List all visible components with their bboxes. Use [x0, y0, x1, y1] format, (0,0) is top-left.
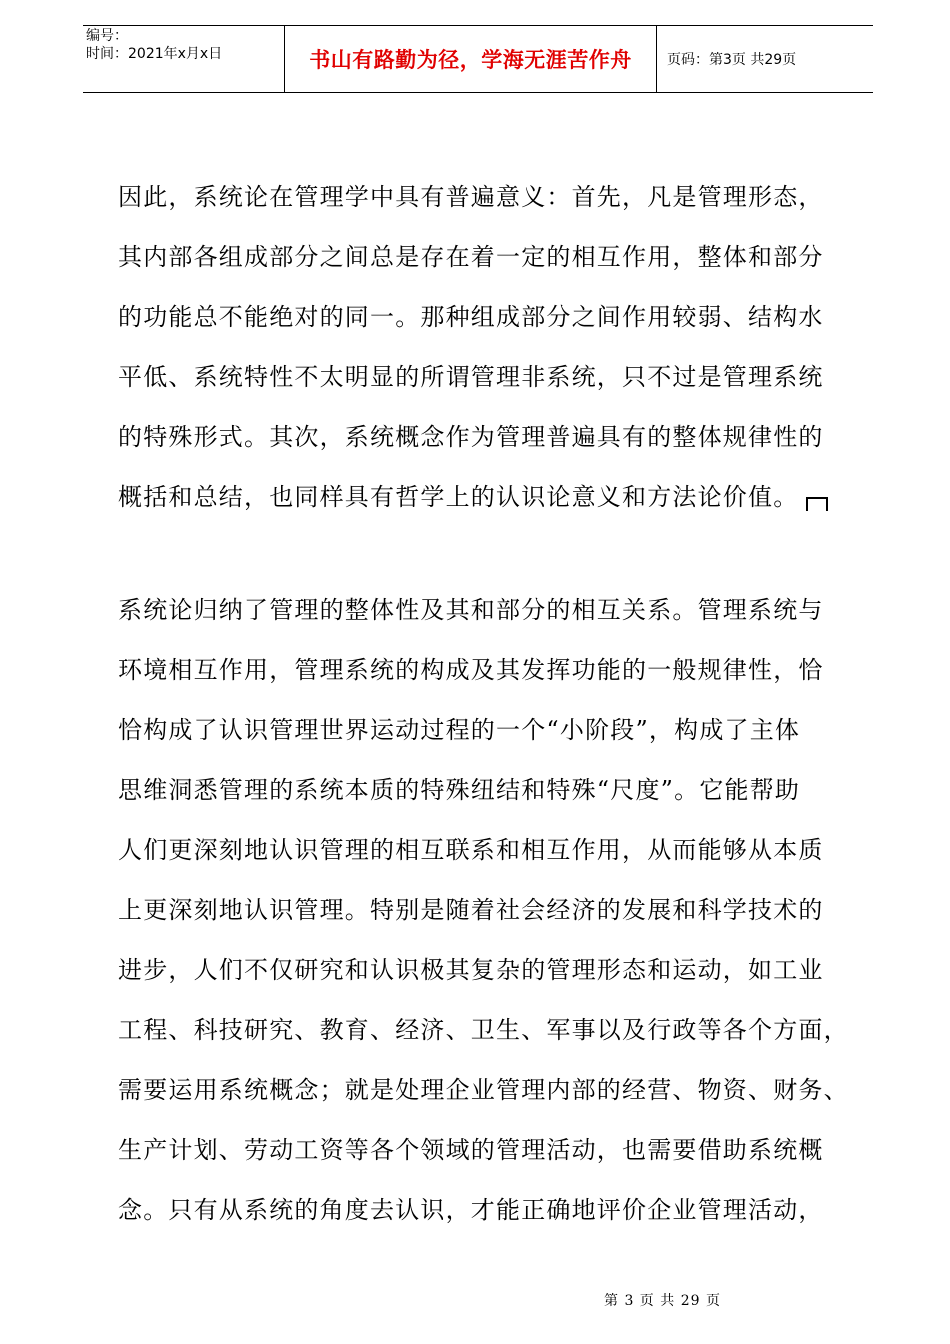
paragraph-1	[118, 167, 868, 527]
doc-time-label: 时间：2021年x月x日	[86, 46, 223, 62]
text-line: 的特殊形式。其次，系统概念作为管理普遍具有的整体规律性的	[118, 423, 824, 451]
text-line: 系统论归纳了管理的整体性及其和部分的相互关系。管理系统与	[118, 596, 824, 624]
section-mark-icon	[806, 497, 828, 511]
text-line: 平低、系统特性不太明显的所谓管理非系统，只不过是管理系统	[118, 363, 824, 391]
text-line: 环境相互作用，管理系统的构成及其发挥功能的一般规律性，恰	[118, 656, 824, 684]
header-page-code-cell	[657, 26, 873, 92]
page-footer	[0, 1290, 950, 1310]
text-line: 因此，系统论在管理学中具有普遍意义：首先，凡是管理形态，	[118, 183, 824, 211]
text-line: 需要运用系统概念；就是处理企业管理内部的经营、物资、财务、	[118, 1076, 849, 1104]
header-motto: 书山有路勤为径，学海无涯苦作舟	[309, 48, 632, 72]
text-line: 其内部各组成部分之间总是存在着一定的相互作用，整体和部分	[118, 243, 824, 271]
header-page-code: 页码：第3页 共29页	[667, 52, 797, 68]
text-line: 恰构成了认识管理世界运动过程的一个“小阶段”，构成了主体	[118, 716, 801, 744]
text-line: 工程、科技研究、教育、经济、卫生、军事以及行政等各个方面，	[118, 1016, 849, 1044]
doc-number-label: 编号：	[86, 28, 128, 44]
header-meta	[83, 26, 285, 92]
text-line: 进步，人们不仅研究和认识极其复杂的管理形态和运动，如工业	[118, 956, 824, 984]
text-line: 思维洞悉管理的系统本质的特殊纽结和特殊“尺度”。它能帮助	[118, 776, 801, 804]
text-line: 人们更深刻地认识管理的相互联系和相互作用，从而能够从本质	[118, 836, 824, 864]
text-line-last	[118, 467, 868, 527]
footer-page-number: 第 3 页 共 29 页	[604, 1293, 721, 1309]
paragraph-2	[118, 580, 868, 1240]
text-line-content: 概括和总结，也同样具有哲学上的认识论意义和方法论价值。	[118, 483, 799, 511]
text-line: 上更深刻地认识管理。特别是随着社会经济的发展和科学技术的	[118, 896, 824, 924]
page-header	[83, 25, 873, 93]
header-motto-cell	[285, 26, 657, 92]
text-line: 的功能总不能绝对的同一。那种组成部分之间作用较弱、结构水	[118, 303, 824, 331]
text-line: 生产计划、劳动工资等各个领域的管理活动，也需要借助系统概	[118, 1136, 824, 1164]
text-line: 念。只有从系统的角度去认识，才能正确地评价企业管理活动，	[118, 1196, 824, 1224]
